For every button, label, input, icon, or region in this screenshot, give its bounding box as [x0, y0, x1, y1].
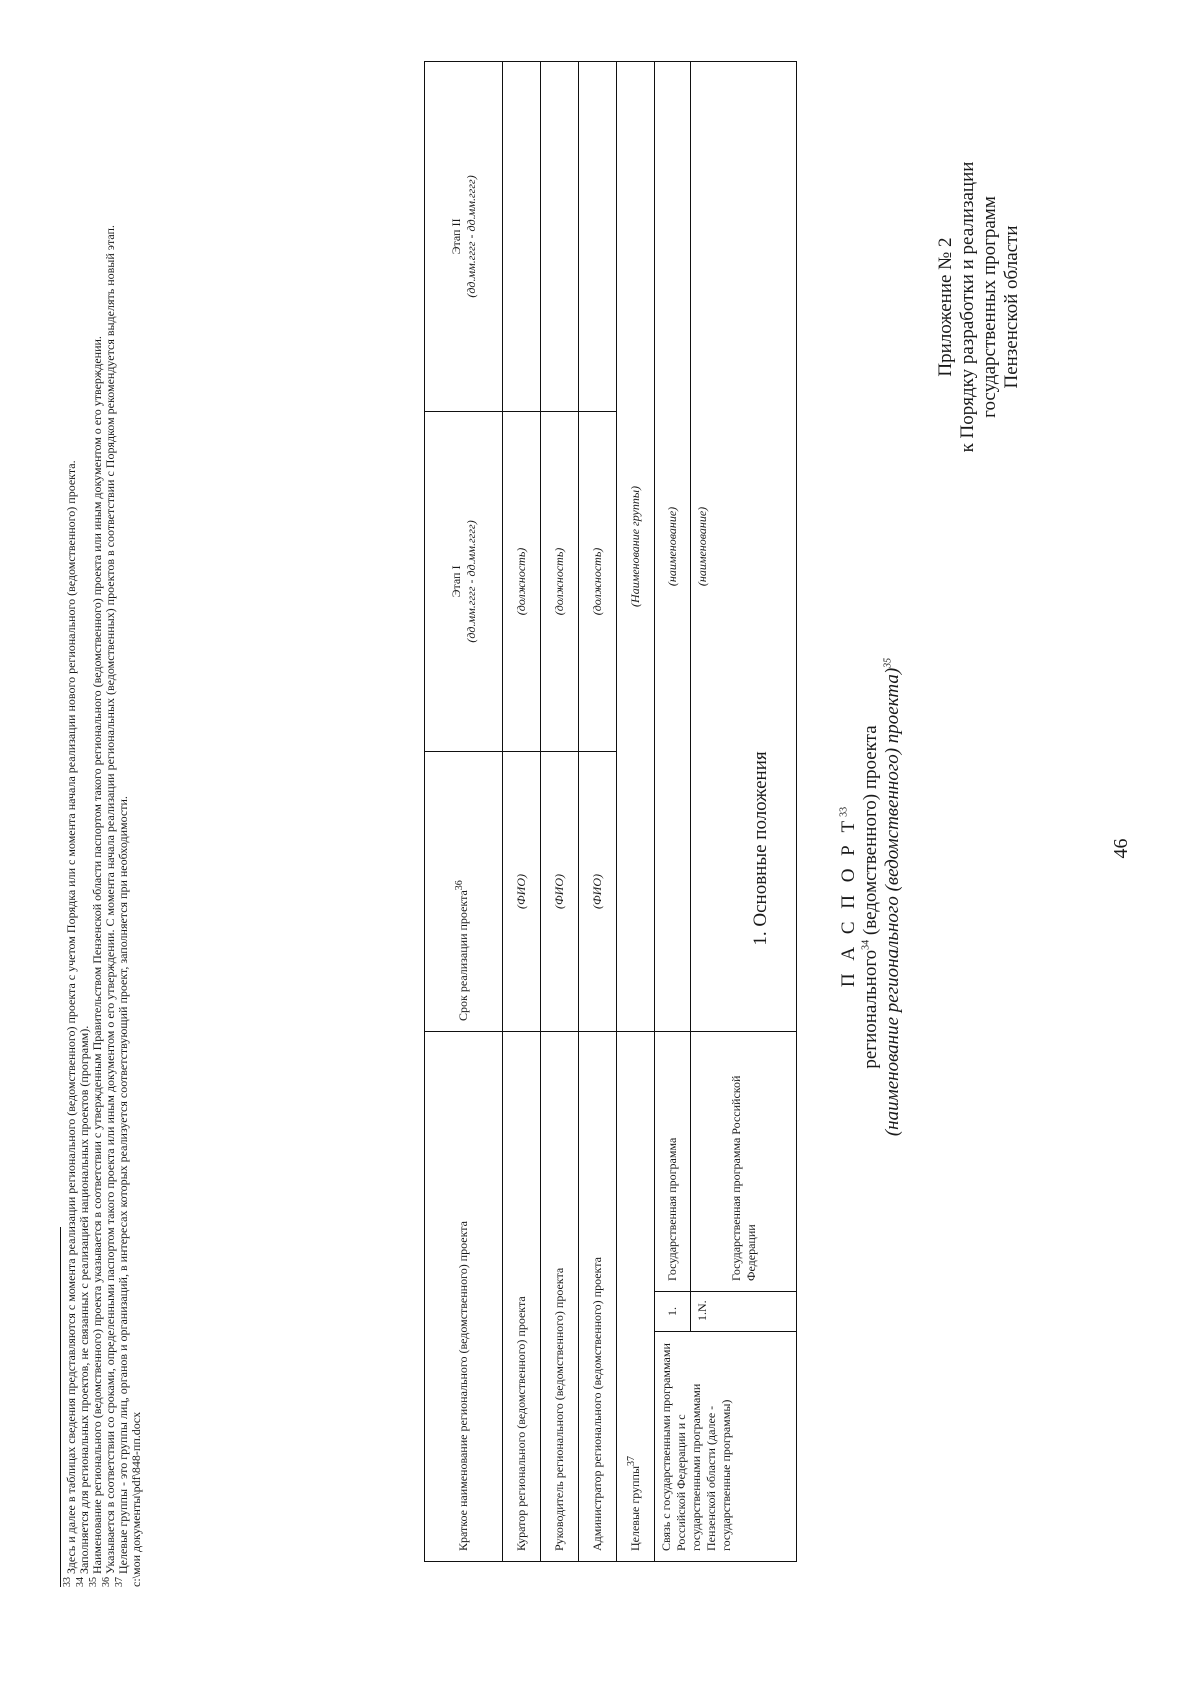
footnote-35-num: 35	[88, 1577, 99, 1587]
curator-label: Куратор регионального (ведомственного) проекта	[503, 1031, 541, 1561]
passport-subtitle	[860, 547, 882, 1247]
appendix-line-2: к Порядку разработки и реализации	[957, 161, 978, 453]
head-empty	[541, 61, 579, 411]
stage-1-title: Этап I	[448, 565, 463, 598]
program-n-type: Государственная программа Российской Федерации	[691, 1031, 797, 1291]
table-row-admin	[579, 61, 617, 1561]
passport-title-text: П А С П О Р Т	[838, 816, 859, 988]
footnote-37-text: Целевые группы - это группы лиц, органов и организаций, в интересах которых реализуется соответствующий проект, заполняется при необходимости.	[116, 796, 130, 1577]
stage-1-cell	[425, 411, 503, 751]
target-groups-value: (Наименование группы)	[617, 61, 655, 1031]
passport-title-block	[838, 547, 904, 1247]
admin-fio: (ФИО)	[579, 751, 617, 1031]
table-row-head	[541, 61, 579, 1561]
target-groups-label: Целевые группы	[628, 1465, 642, 1551]
footnote-33-num: 33	[62, 1577, 73, 1587]
footnote-divider	[60, 1227, 61, 1587]
program-n-name: (наименование)	[691, 61, 797, 1031]
table-row-programs-1	[655, 61, 691, 1561]
curator-empty	[503, 61, 541, 411]
programs-label: Связь с государственными программами Российской Федерации и с государственными программами Пензенской области (далее - государственные программы)	[655, 1332, 797, 1562]
footnotes	[60, 27, 143, 1587]
table-row-curator	[503, 61, 541, 1561]
head-position: (должность)	[541, 411, 579, 751]
program-n-num: 1.N.	[691, 1292, 797, 1332]
subtitle-part-2: (ведомственного) проекта	[860, 725, 881, 940]
footnote-37-num: 37	[114, 1577, 125, 1587]
passport-table	[424, 61, 797, 1562]
footnote-37	[114, 27, 130, 1587]
footnote-34-text: Заполняется для региональных проектов, не связанных с реализацией национальных проектов (программ).	[77, 1025, 91, 1577]
footnote-34-num: 34	[75, 1577, 86, 1587]
admin-position: (должность)	[579, 411, 617, 751]
file-path: c:\мои документы\pdf\848-пп.docx	[129, 1411, 143, 1587]
appendix-line-4: Пензенской области	[1001, 225, 1022, 389]
table-row-short-name	[425, 61, 503, 1561]
admin-label: Администратор регионального (ведомственного) проекта	[579, 1031, 617, 1561]
footnote-36-text: Указывается в соответствии со сроками, определенными паспортом такого проекта или иным документом о его утверждении. С момента начала реализации региональных (ведомственных) проектов в соответствии с Порядком рекомендуется выделять новый этап.	[103, 225, 117, 1577]
footnote-ref-37: 37	[626, 1455, 637, 1466]
passport-title	[838, 547, 860, 1247]
curator-position: (должность)	[503, 411, 541, 751]
target-groups-label-cell	[617, 1031, 655, 1561]
footnote-ref-35: 35	[882, 657, 894, 668]
table-row-target-groups	[617, 61, 655, 1561]
subtitle-part-1: регионального	[860, 949, 881, 1069]
program-1-type: Государственная программа	[655, 1031, 691, 1291]
footnote-ref-33: 33	[838, 806, 850, 817]
curator-fio: (ФИО)	[503, 751, 541, 1031]
stage-1-dates: (дд.мм.гггг - дд.мм.гггг)	[463, 520, 478, 643]
term-label: Срок реализации проекта	[456, 890, 470, 1021]
appendix-line-3: государственных программ	[979, 196, 1000, 418]
stage-2-cell	[425, 61, 503, 411]
footnote-36-num: 36	[101, 1577, 112, 1587]
term-label-cell	[425, 751, 503, 1031]
program-1-name: (наименование)	[655, 61, 691, 1031]
stage-2-dates: (дд.мм.гггг - дд.мм.гггг)	[463, 175, 478, 298]
stage-2-title: Этап II	[448, 218, 463, 255]
head-fio: (ФИО)	[541, 751, 579, 1031]
project-name-text: (наименование регионального (ведомственного) проекта)	[882, 667, 903, 1137]
page-number: 46	[1110, 838, 1132, 859]
appendix-line-1: Приложение № 2	[935, 237, 956, 377]
footnote-35-text: Наименование регионального (ведомственного) проекта указывается в соответствии с утвержденным Правительством Пензенской области паспортом такого регионального (ведомственного) проекта или иным документом о его утверждении.	[90, 336, 104, 1577]
short-name-label: Краткое наименование регионального (ведомственного) проекта	[425, 1031, 503, 1561]
head-label: Руководитель регионального (ведомственного) проекта	[541, 1031, 579, 1561]
footnote-33-text: Здесь и далее в таблицах сведения представляются с момента реализации регионального (ведомственного) проекта с учетом Порядка или с момента начала реализации нового регионального (ведомственного) проекта.	[64, 460, 78, 1577]
admin-empty	[579, 61, 617, 411]
program-1-num: 1.	[655, 1292, 691, 1332]
project-name-placeholder	[882, 547, 904, 1247]
footnote-ref-34: 34	[860, 939, 872, 950]
appendix-header	[935, 97, 1023, 517]
section-heading: 1. Основные положения	[750, 751, 771, 946]
footnote-ref-36: 36	[454, 880, 465, 891]
